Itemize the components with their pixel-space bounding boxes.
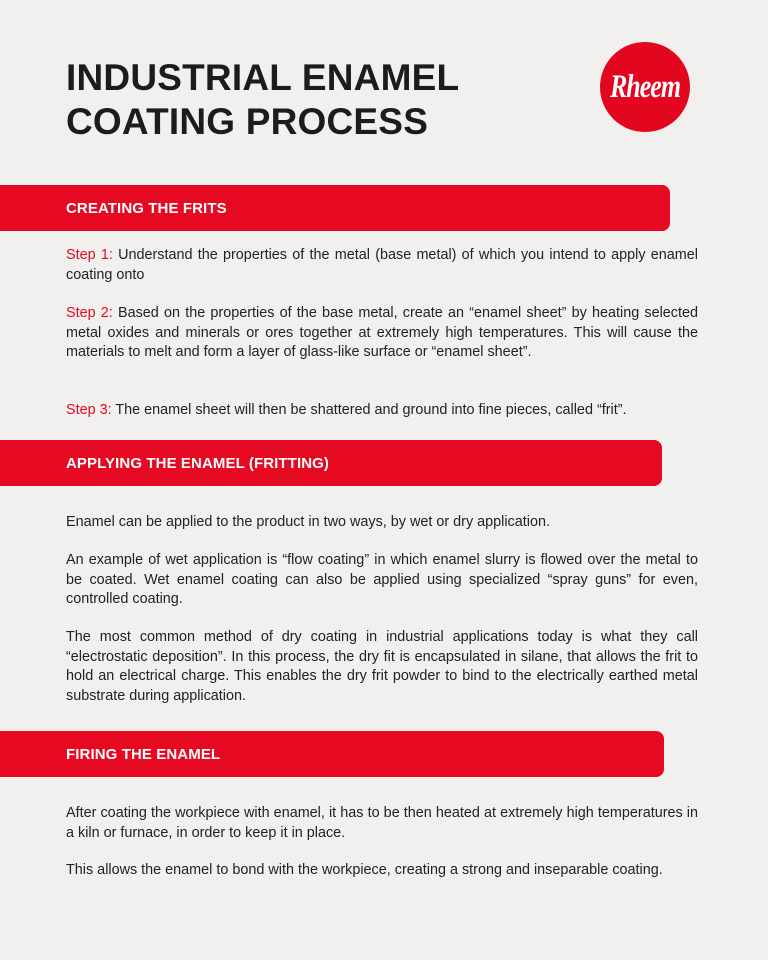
firing-paragraph-2: This allows the enamel to bond with the workpiece, creating a strong and inseparable coating. xyxy=(66,862,663,878)
step-2-paragraph xyxy=(66,304,698,363)
rheem-logo-text: Rheem xyxy=(609,68,681,105)
section-banner-firing-enamel xyxy=(0,731,664,777)
step-1-text: Understand the properties of the metal (base metal) of which you intend to apply enamel coating onto xyxy=(66,247,698,283)
section-heading: FIRING THE ENAMEL xyxy=(66,745,221,763)
step-3-text: The enamel sheet will then be shattered and ground into fine pieces, called “frit”. xyxy=(111,402,627,418)
page-title-line-1: INDUSTRIAL ENAMEL xyxy=(66,57,460,98)
firing-paragraph-1: After coating the workpiece with enamel, it has to be then heated at extremely high temperatures in a kiln or furnace, in order to keep it in place. xyxy=(66,805,698,841)
section-banner-applying-enamel xyxy=(0,440,662,486)
step-3-paragraph xyxy=(66,401,698,421)
step-3-label: Step 3: xyxy=(66,402,112,418)
applying-paragraph-1: Enamel can be applied to the product in two ways, by wet or dry application. xyxy=(66,514,550,530)
rheem-logo xyxy=(600,42,690,132)
applying-paragraph-3: The most common method of dry coating in industrial applications today is what they call “electrostatic deposition”. In this process, the dry fit is encapsulated in silane, that allows the frit to hold an electrical charge. This enables the dry frit powder to bind to the electrically earthed metal substrate during application. xyxy=(66,629,698,704)
step-2-label: Step 2: xyxy=(66,305,113,321)
step-2-text: Based on the properties of the base metal, create an “enamel sheet” by heating selected metal oxides and minerals or ores together at extremely high temperatures. This will cause the materials to melt and form a layer of glass-like surface or “enamel sheet”. xyxy=(66,305,698,360)
applying-paragraph-2: An example of wet application is “flow coating” in which enamel slurry is flowed over the metal to be coated. Wet enamel coating can also be applied using specialized “spray guns” for even, controlled coating. xyxy=(66,552,698,607)
step-1-paragraph xyxy=(66,246,698,285)
page-title-line-2: COATING PROCESS xyxy=(66,101,429,142)
section-heading: APPLYING THE ENAMEL (FRITTING) xyxy=(66,454,330,472)
step-1-label: Step 1: xyxy=(66,247,113,263)
section-banner-creating-frits xyxy=(0,185,670,231)
page-title xyxy=(66,56,459,144)
section-heading: CREATING THE FRITS xyxy=(66,199,227,217)
